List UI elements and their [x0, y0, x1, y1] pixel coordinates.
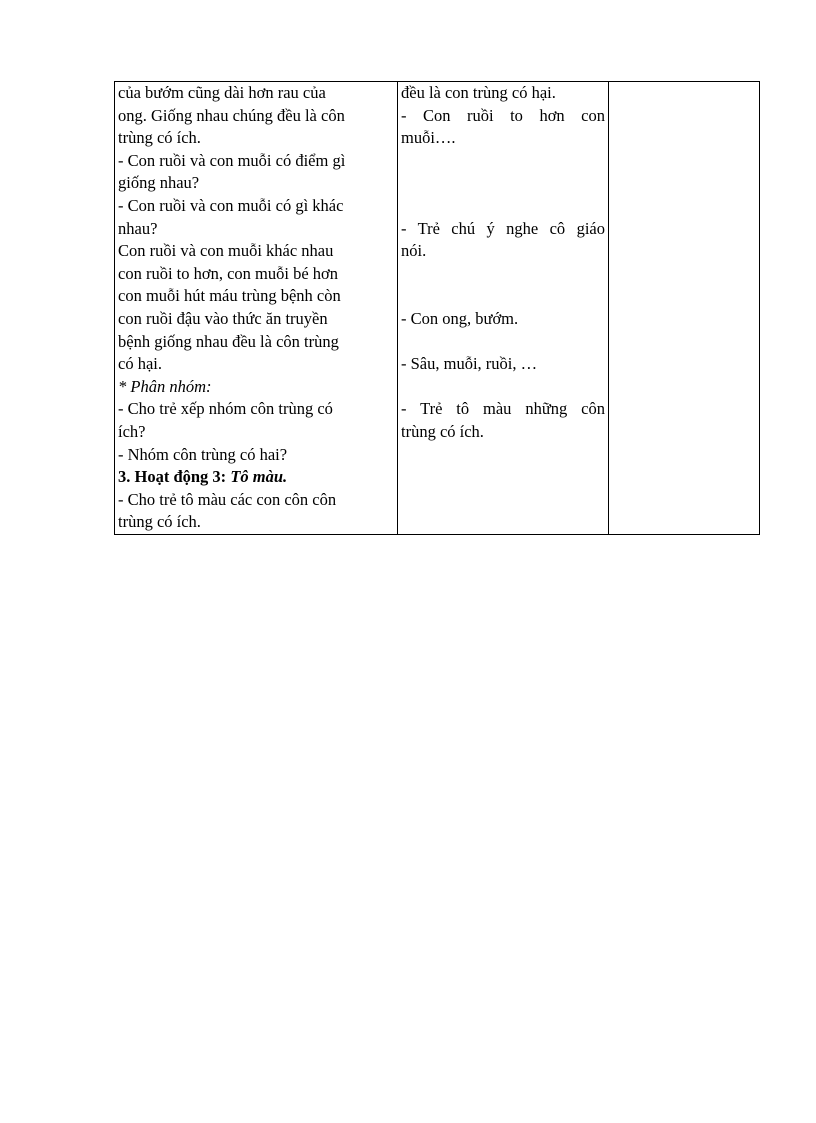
teacher-line: - Nhóm côn trùng có hai?: [118, 444, 288, 464]
teacher-line: trùng có ích.: [118, 128, 201, 148]
table-row: [115, 82, 760, 535]
lesson-plan-table: [114, 81, 760, 535]
teacher-line: con muỗi hút máu trùng bệnh còn: [118, 286, 341, 306]
child-answer: trùng có ích.: [401, 421, 484, 441]
note-cell: [609, 82, 760, 535]
teacher-line: - Cho trẻ xếp nhóm côn trùng có: [118, 399, 333, 419]
teacher-line: nhau?: [118, 218, 158, 238]
activity-heading: [118, 466, 394, 489]
teacher-line: giống nhau?: [118, 173, 200, 193]
child-answer: - Trẻ chú ý nghe cô giáo: [401, 218, 605, 238]
teacher-line: trùng có ích.: [118, 512, 201, 532]
child-answer: - Con ruồi to hơn con: [401, 105, 605, 125]
child-answer: muỗi….: [401, 128, 456, 148]
teacher-line: con ruồi đậu vào thức ăn truyền: [118, 308, 328, 328]
teacher-line: có hại.: [118, 354, 162, 374]
teacher-line: ích?: [118, 421, 146, 441]
child-answer: - Trẻ tô màu những côn: [401, 399, 605, 419]
teacher-line: Con ruồi và con muỗi khác nhau: [118, 241, 334, 261]
teacher-activity-cell: [115, 82, 398, 535]
teacher-line: ong. Giống nhau chúng đều là côn: [118, 105, 345, 125]
group-heading: * Phân nhóm:: [118, 376, 212, 396]
teacher-line: - Con ruồi và con muỗi có điểm gì: [118, 150, 346, 170]
teacher-line: bệnh giống nhau đều là côn trùng: [118, 331, 339, 351]
activity-title: Tô màu.: [230, 467, 288, 487]
child-answer: nói.: [401, 241, 427, 261]
teacher-line: con ruồi to hơn, con muỗi bé hơn: [118, 263, 339, 283]
child-answer: - Con ong, bướm.: [401, 308, 519, 328]
child-activity-cell: [398, 82, 609, 535]
child-answer: - Sâu, muỗi, ruồi, …: [401, 354, 538, 374]
activity-label: 3. Hoạt động 3:: [118, 467, 231, 487]
note-text: [612, 82, 756, 105]
child-answer: đều là con trùng có hại.: [401, 83, 556, 102]
teacher-line: - Con ruồi và con muỗi có gì khác: [118, 195, 344, 215]
teacher-line: của bướm cũng dài hơn rau của: [118, 83, 326, 102]
teacher-line: - Cho trẻ tô màu các con côn côn: [118, 489, 337, 509]
